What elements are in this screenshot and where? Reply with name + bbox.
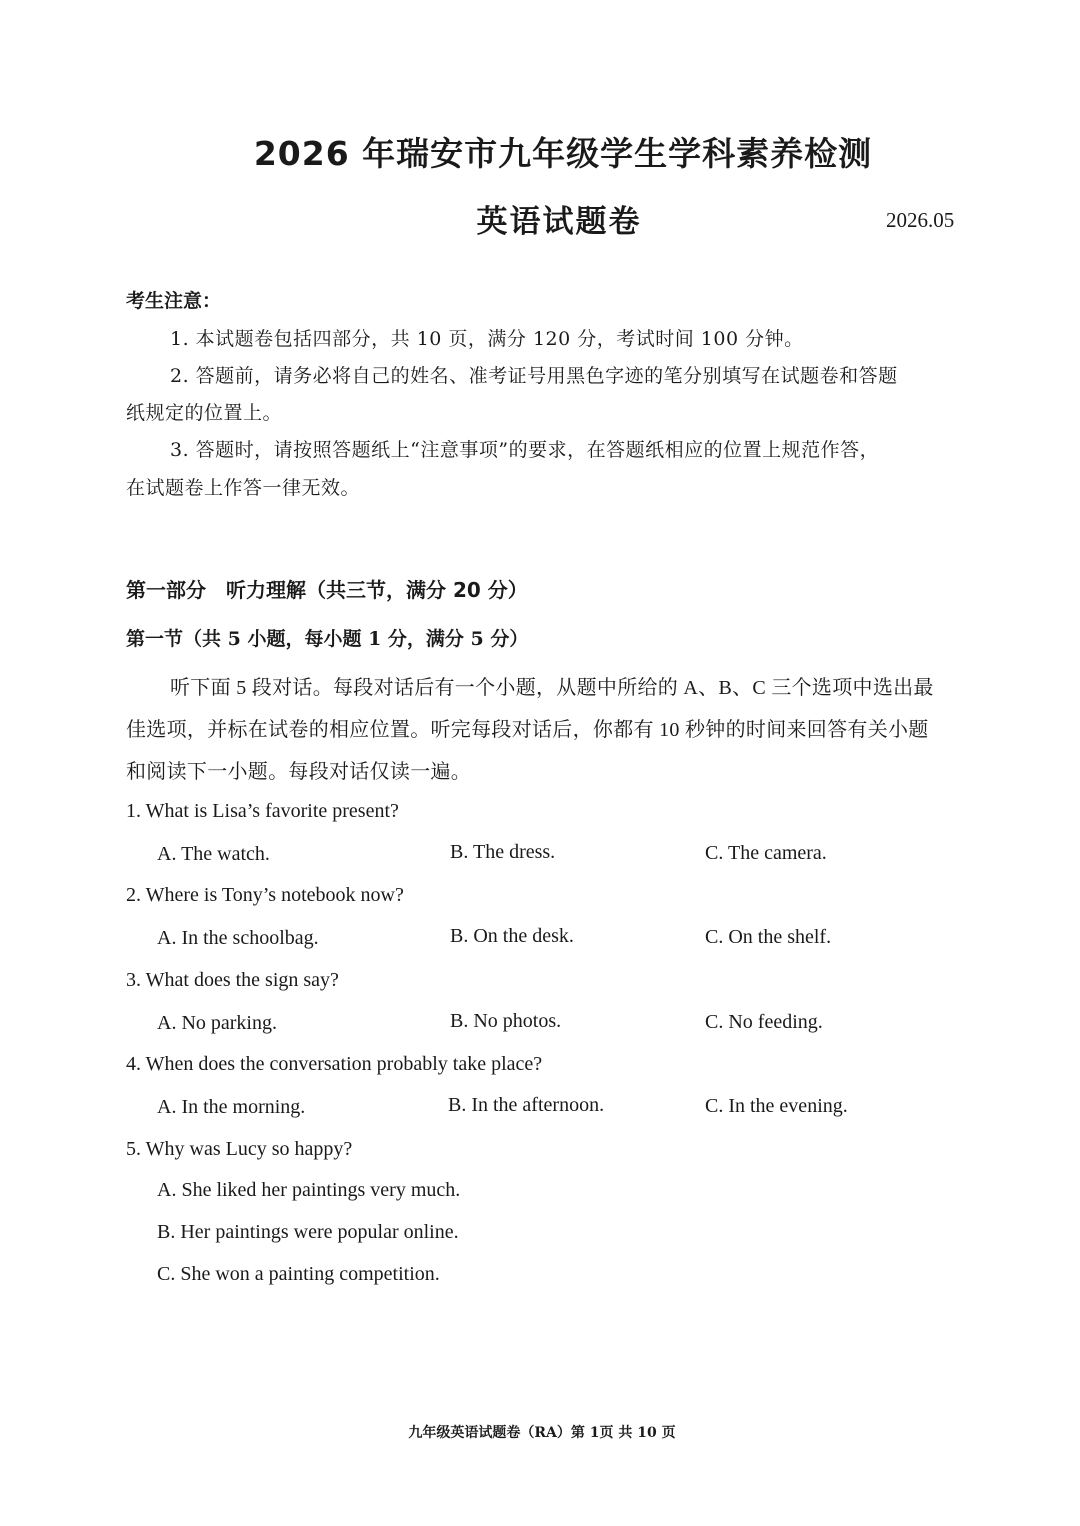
question-2-option-b: B. On the desk. bbox=[450, 925, 574, 947]
question-5-option-b: B. Her paintings were popular online. bbox=[157, 1221, 459, 1243]
instruction-line-1: 听下面 5 段对话。每段对话后有一个小题，从题中所给的 A、B、C 三个选项中选出最 bbox=[170, 677, 934, 699]
question-4-option-c: C. In the evening. bbox=[705, 1095, 848, 1117]
question-1-option-a: A. The watch. bbox=[157, 843, 270, 865]
question-2-option-a: A. In the schoolbag. bbox=[157, 927, 319, 949]
page-footer: 九年级英语试题卷（RA）第 1页 共 10 页 bbox=[408, 1425, 676, 1441]
instruction-line-3: 和阅读下一小题。每段对话仅读一遍。 bbox=[126, 761, 472, 783]
question-1-option-c: C. The camera. bbox=[705, 842, 827, 864]
notice-line-2: 2. 答题前，请务必将自己的姓名、准考证号用黑色字迹的笔分别填写在试题卷和答题 bbox=[170, 365, 898, 387]
question-4-stem: 4. When does the conversation probably take place? bbox=[126, 1053, 543, 1075]
exam-title: 2026 年瑞安市九年级学生学科素养检测 bbox=[253, 134, 873, 173]
question-5-stem: 5. Why was Lucy so happy? bbox=[126, 1138, 353, 1160]
question-3-option-b: B. No photos. bbox=[450, 1010, 562, 1032]
exam-date: 2026.05 bbox=[886, 208, 955, 232]
notice-line-3-cont: 在试题卷上作答一律无效。 bbox=[126, 477, 361, 499]
question-1-stem: 1. What is Lisa’s favorite present? bbox=[126, 800, 399, 822]
notice-line-1: 1. 本试题卷包括四部分，共 10 页，满分 120 分，考试时间 100 分钟。 bbox=[170, 328, 804, 350]
part-1-heading: 第一部分 听力理解（共三节，满分 20 分） bbox=[126, 578, 528, 602]
section-1-heading: 第一节（共 5 小题，每小题 1 分，满分 5 分） bbox=[126, 628, 529, 650]
question-5-option-c: C. She won a painting competition. bbox=[157, 1263, 440, 1285]
notice-line-2-cont: 纸规定的位置上。 bbox=[126, 402, 283, 424]
question-3-option-c: C. No feeding. bbox=[705, 1011, 823, 1033]
notice-line-3: 3. 答题时，请按照答题纸上“注意事项”的要求，在答题纸相应的位置上规范作答， bbox=[170, 439, 880, 461]
question-2-stem: 2. Where is Tony’s notebook now? bbox=[126, 884, 404, 906]
question-1-option-b: B. The dress. bbox=[450, 841, 556, 863]
question-5-option-a: A. She liked her paintings very much. bbox=[157, 1179, 461, 1201]
question-2-option-c: C. On the shelf. bbox=[705, 926, 832, 948]
question-4-option-a: A. In the morning. bbox=[157, 1096, 306, 1118]
question-3-stem: 3. What does the sign say? bbox=[126, 969, 339, 991]
exam-subtitle: 英语试题卷 bbox=[476, 204, 642, 240]
question-4-option-b: B. In the afternoon. bbox=[448, 1094, 605, 1116]
instruction-line-2: 佳选项，并标在试卷的相应位置。听完每段对话后，你都有 10 秒钟的时间来回答有关小题 bbox=[126, 719, 929, 741]
notice-heading: 考生注意： bbox=[126, 290, 222, 312]
question-3-option-a: A. No parking. bbox=[157, 1012, 277, 1034]
